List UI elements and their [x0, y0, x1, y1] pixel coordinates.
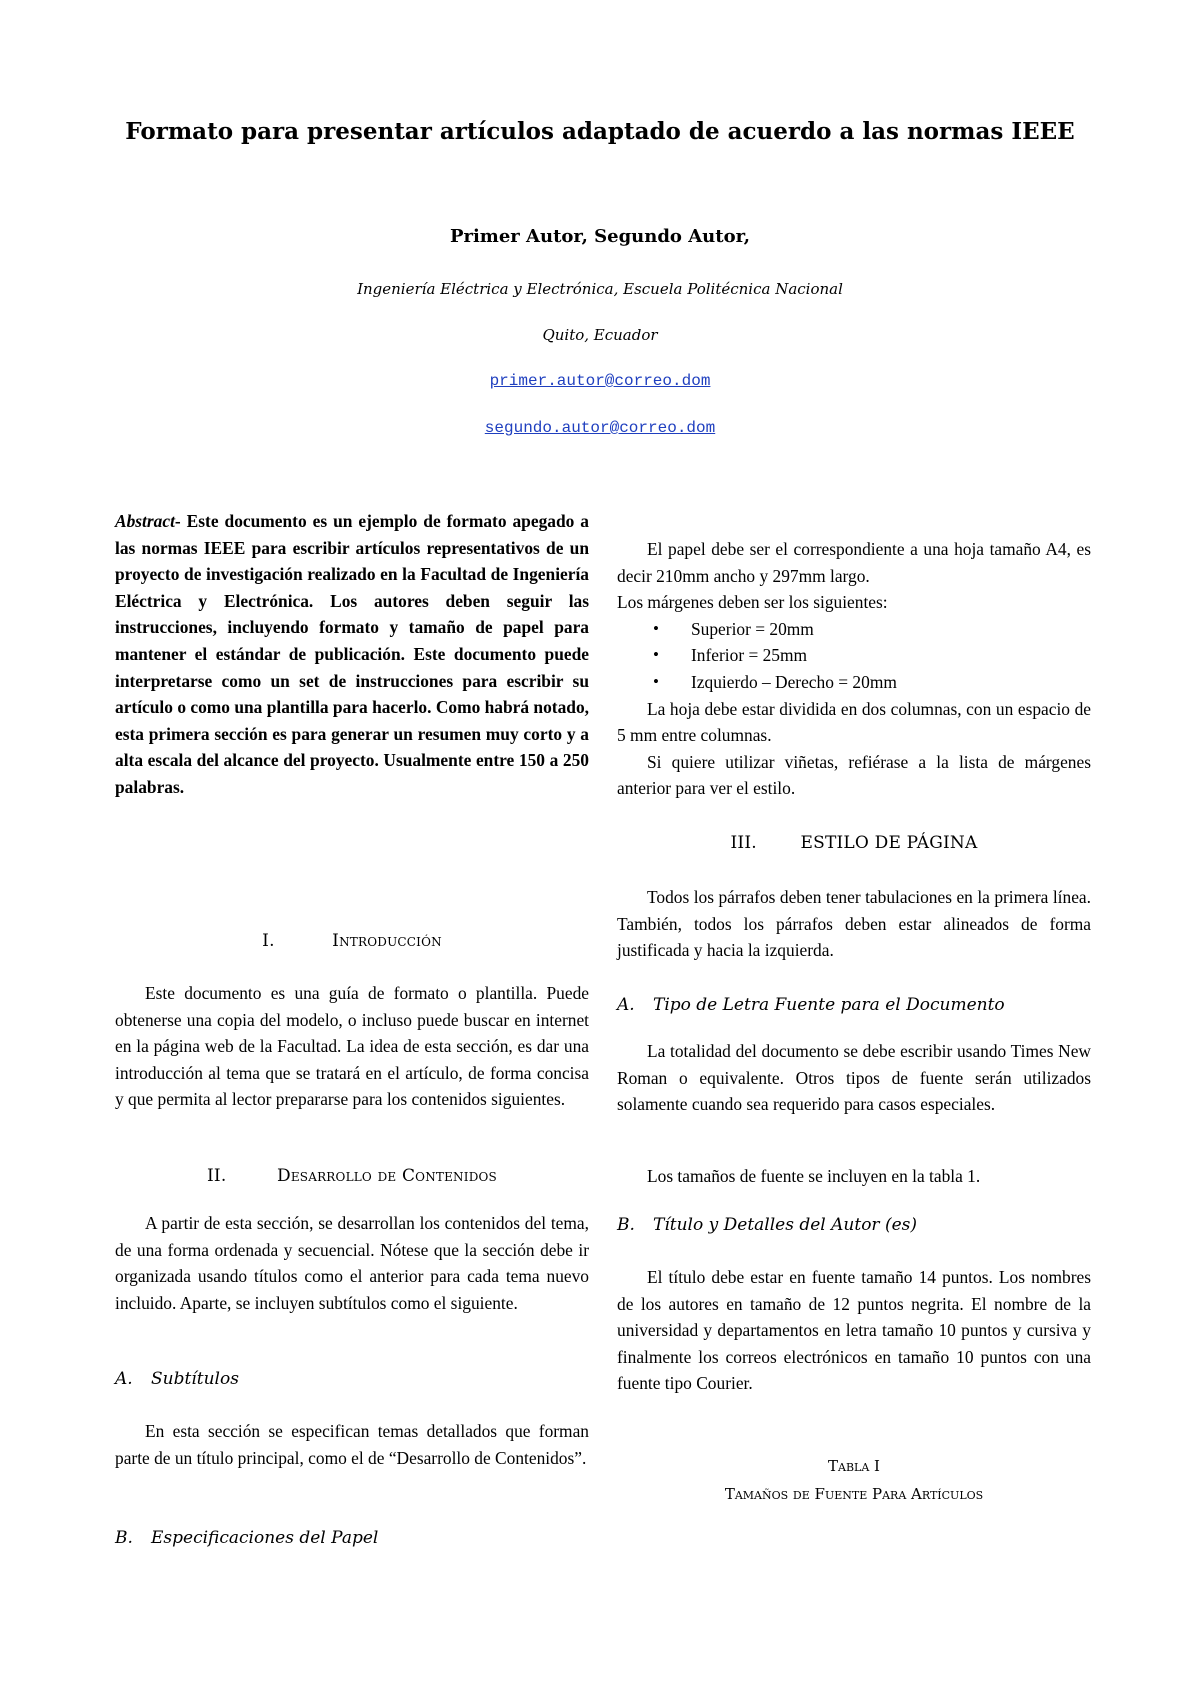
paragraph-text: En esta sección se especifican temas detallados que forman parte de un título principal, como el de “Desarrollo de Contenidos”. — [115, 1421, 589, 1468]
tamanos-paragraph — [617, 1163, 1091, 1190]
list-item-text: Inferior = 25mm — [691, 645, 808, 666]
abstract-label: Abstract — [115, 511, 175, 531]
section-heading-desarrollo — [115, 1163, 589, 1190]
subtitulos-paragraph — [115, 1418, 589, 1471]
paragraph-text: Los tamaños de fuente se incluyen en la tabla 1. — [647, 1166, 981, 1186]
section-heading-introduccion — [115, 928, 589, 955]
list-item — [617, 642, 1091, 669]
section-heading-estilo — [617, 830, 1091, 857]
papel-paragraph — [617, 536, 1091, 802]
section-number: I. — [262, 931, 275, 951]
introduccion-paragraph — [115, 980, 589, 1113]
author-names: Primer Autor, Segundo Autor, — [449, 226, 751, 247]
email-link-2[interactable]: segundo.autor@correo.dom — [484, 419, 716, 437]
paragraph-text: El título debe estar en fuente tamaño 14 puntos. Los nombres de los autores en tamaño de 12 puntos negrita. El nombre de la universidad y departamentos en letra tamaño 10 puntos y cursiva y finalmente los correos electrónicos en tamaño 10 puntos con una fuente tipo Courier. — [617, 1267, 1091, 1394]
abstract — [115, 508, 589, 801]
section-title: Desarrollo de Contenidos — [277, 1166, 497, 1186]
paragraph-text: Este documento es una guía de formato o plantilla. Puede obtenerse una copia del modelo, o incluso puede buscar en internet en la página web de la Facultad. La idea de esta sección, es dar una introducción al tema que se tratará en el artículo, de forma concisa y que permita al lector prepararse para los contenidos siguientes. — [115, 983, 589, 1110]
subsection-title: Tipo de Letra Fuente para el Documento — [653, 995, 1005, 1015]
list-item — [617, 669, 1091, 696]
location: Quito, Ecuador — [542, 326, 658, 344]
paragraph-text: Los márgenes deben ser los siguientes: — [617, 592, 888, 613]
email-link-1[interactable]: primer.autor@correo.dom — [489, 372, 711, 390]
tipo-letra-paragraph — [617, 1038, 1091, 1118]
subsection-letter: A. — [617, 995, 635, 1015]
bullet-icon: • — [653, 671, 659, 691]
titulo-autor-paragraph — [617, 1264, 1091, 1397]
subsection-letter: B. — [115, 1528, 133, 1548]
bullet-icon: • — [653, 618, 659, 638]
section-number: III. — [730, 833, 757, 853]
desarrollo-paragraph — [115, 1210, 589, 1316]
paper-title: Formato para presentar artículos adaptado de acuerdo a las normas IEEE — [125, 118, 1075, 145]
paragraph-text: A partir de esta sección, se desarrollan los contenidos del tema, de una forma ordenada y secuencial. Nótese que la sección debe ir organizada usando títulos como el anterior para cada tema nuevo incluido. Aparte, se incluyen subtítulos como el siguiente. — [115, 1213, 589, 1313]
subsection-title: Especificaciones del Papel — [151, 1528, 379, 1548]
table-caption — [617, 1452, 1091, 1508]
paragraph-text: La hoja debe estar dividida en dos columnas, con un espacio de 5 mm entre columnas. — [617, 698, 1091, 746]
table-label: Tabla I — [828, 1457, 880, 1475]
subsection-letter: B. — [617, 1215, 635, 1235]
subsection-title: Título y Detalles del Autor (es) — [653, 1215, 918, 1235]
paragraph-text: Si quiere utilizar viñetas, refiérase a la lista de márgenes anterior para ver el estilo. — [617, 751, 1091, 799]
section-number: II. — [207, 1166, 227, 1186]
estilo-paragraph — [617, 884, 1091, 964]
paragraph-text: El papel debe ser el correspondiente a una hoja tamaño A4, es decir 210mm ancho y 297mm largo. — [617, 539, 1091, 586]
subsection-heading-subtitulos — [115, 1366, 589, 1393]
margins-list — [617, 616, 1091, 696]
paragraph-text: La totalidad del documento se debe escribir usando Times New Roman o equivalente. Otros tipos de fuente serán utilizados solamente cuando sea requerido para casos especiales. — [617, 1041, 1091, 1115]
subsection-heading-papel — [115, 1525, 589, 1552]
subsection-heading-titulo-autor — [617, 1212, 1091, 1239]
list-item-text: Izquierdo – Derecho = 20mm — [691, 671, 897, 692]
subsection-heading-tipo-letra — [617, 992, 1091, 1019]
affiliation: Ingeniería Eléctrica y Electrónica, Escuela Politécnica Nacional — [357, 280, 843, 298]
abstract-text: - Este documento es un ejemplo de formato apegado a las normas IEEE para escribir artículos representativos de un proyecto de investigación realizado en la Facultad de Ingeniería Eléctrica y Electrónica. Los autores deben seguir las instrucciones, incluyendo formato y tamaño de papel para mantener el estándar de publicación. Este documento puede interpretarse como un set de instrucciones para escribir su artículo o como una plantilla para hacerlo. Como habrá notado, esta primera sección es para generar un resumen muy corto y a alta escala del alcance del proyecto. Usualmente entre 150 a 250 palabras. — [115, 511, 589, 797]
bullet-icon: • — [653, 645, 659, 665]
section-title: Introducción — [332, 931, 442, 951]
list-item-text: Superior = 20mm — [691, 618, 814, 639]
table-title: Tamaños de Fuente Para Artículos — [724, 1485, 984, 1503]
subsection-letter: A. — [115, 1369, 133, 1389]
section-title: ESTILO DE PÁGINA — [800, 833, 978, 853]
subsection-title: Subtítulos — [151, 1369, 239, 1389]
list-item — [617, 616, 1091, 643]
paragraph-text: Todos los párrafos deben tener tabulaciones en la primera línea. También, todos los párrafos deben estar alineados de forma justificada y hacia la izquierda. — [617, 887, 1091, 961]
